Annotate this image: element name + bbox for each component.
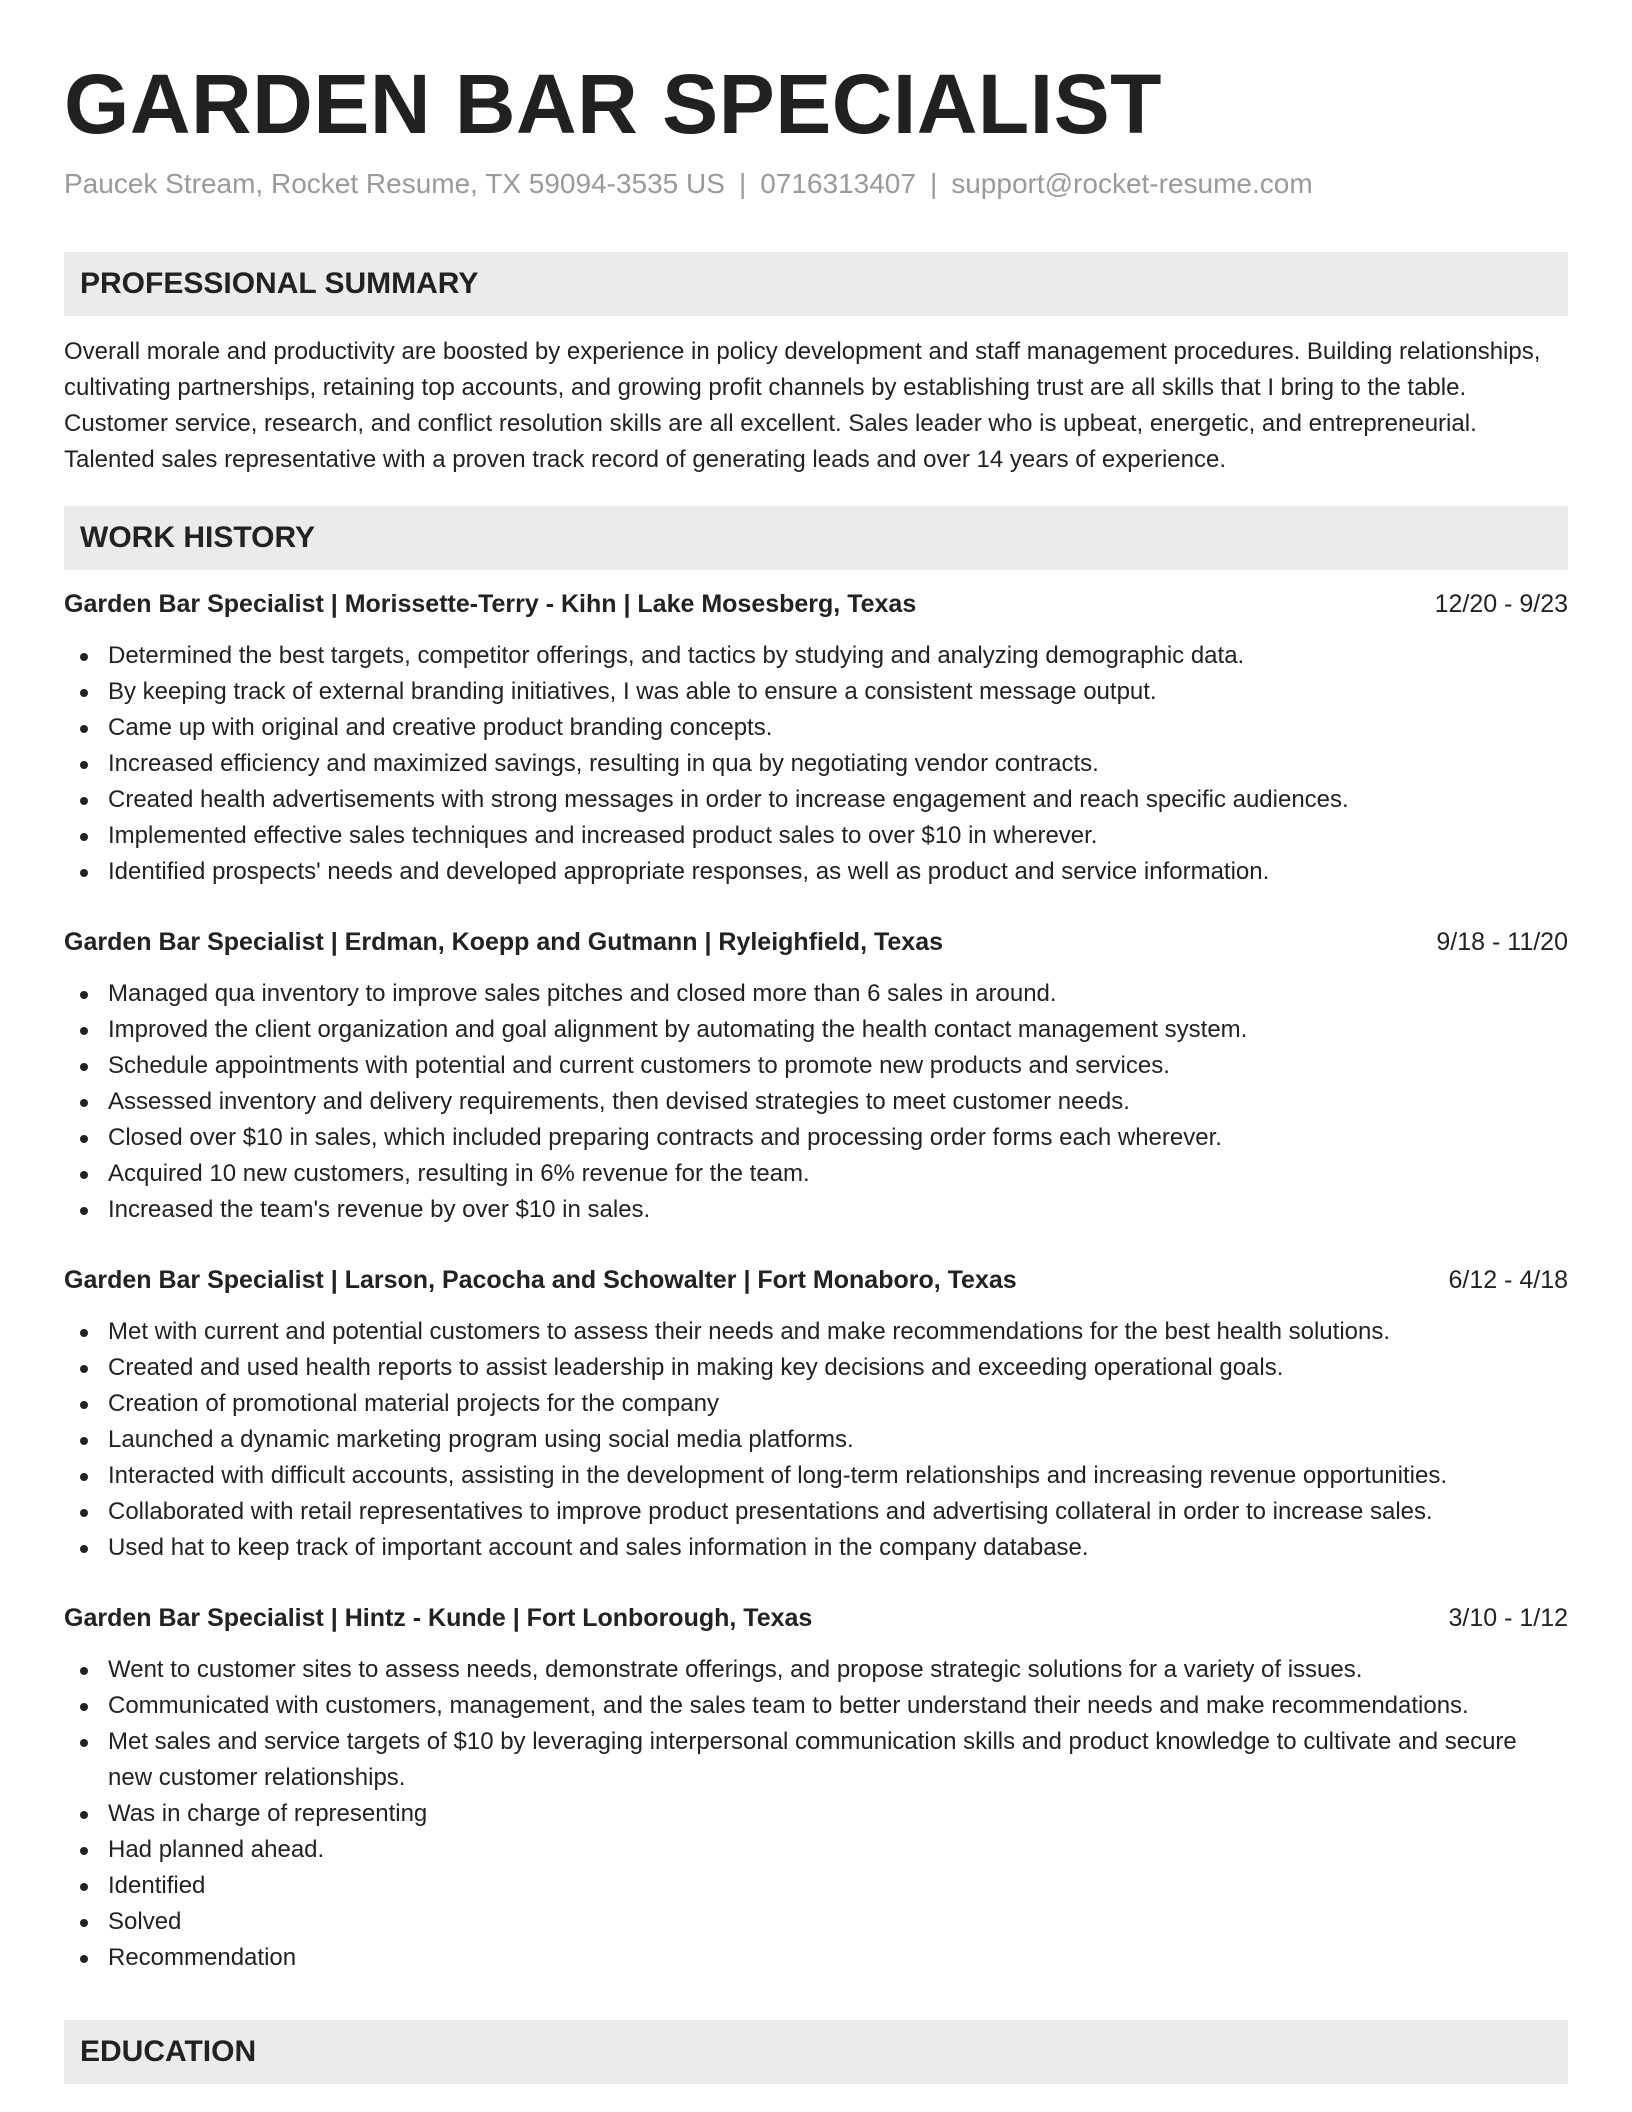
job-header (64, 1600, 1568, 1636)
job-entry (64, 924, 1568, 1228)
contact-line (64, 166, 1313, 202)
job-bullet-list (64, 1652, 1568, 1976)
job-bullet: Assessed inventory and delivery requirements, then devised strategies to meet customer needs. (64, 1084, 1548, 1120)
job-title: Garden Bar Specialist | Larson, Pacocha and Schowalter | Fort Monaboro, Texas (64, 1266, 1017, 1294)
job-bullet: Collaborated with retail representatives to improve product presentations and advertising collateral in order to increase sales. (64, 1494, 1548, 1530)
contact-phone: 0716313407 (760, 168, 916, 199)
contact-separator: | (929, 168, 938, 199)
contact-address: Paucek Stream, Rocket Resume, TX 59094-3535 US (64, 168, 725, 199)
contact-email: support@rocket-resume.com (951, 168, 1313, 199)
job-dates: 9/18 - 11/20 (1436, 928, 1568, 956)
job-bullet: Improved the client organization and goal alignment by automating the health contact management system. (64, 1012, 1548, 1048)
job-bullet: Met sales and service targets of $10 by leveraging interpersonal communication skills and product knowledge to cultivate and secure new customer relationships. (64, 1724, 1548, 1796)
job-bullet: Interacted with difficult accounts, assisting in the development of long-term relationships and increasing revenue opportunities. (64, 1458, 1548, 1494)
job-bullet: Closed over $10 in sales, which included preparing contracts and processing order forms each wherever. (64, 1120, 1548, 1156)
professional-summary: Overall morale and productivity are boosted by experience in policy development and staff management procedures. Building relationships, cultivating partnerships, retaining top accounts, and growing profit channels by establishing trust are all skills that I bring to the table. Customer service, research, and conflict resolution skills are all excellent. Sales leader who is upbeat, energetic, and entrepreneurial. Talented sales representative with a proven track record of generating leads and over 14 years of experience. (64, 338, 1541, 473)
job-bullet: Created and used health reports to assist leadership in making key decisions and exceeding operational goals. (64, 1350, 1548, 1386)
job-dates: 12/20 - 9/23 (1434, 590, 1568, 618)
job-header (64, 924, 1568, 960)
job-dates: 6/12 - 4/18 (1448, 1266, 1568, 1294)
job-entry (64, 586, 1568, 890)
job-bullet: Solved (64, 1904, 1548, 1940)
section-header-summary: PROFESSIONAL SUMMARY (64, 252, 1568, 316)
job-bullet: Increased the team's revenue by over $10 in sales. (64, 1192, 1548, 1228)
section-header-work-history: WORK HISTORY (64, 506, 1568, 570)
job-entry (64, 1600, 1568, 1976)
job-title: Garden Bar Specialist | Morissette-Terry - Kihn | Lake Mosesberg, Texas (64, 590, 917, 618)
job-bullet: Went to customer sites to assess needs, demonstrate offerings, and propose strategic solutions for a variety of issues. (64, 1652, 1548, 1688)
job-bullet: Implemented effective sales techniques and increased product sales to over $10 in wherever. (64, 818, 1548, 854)
job-bullet: Identified prospects' needs and developed appropriate responses, as well as product and service information. (64, 854, 1548, 890)
section-header-education: EDUCATION (64, 2020, 1568, 2084)
job-bullet: Recommendation (64, 1940, 1548, 1976)
job-bullet: Determined the best targets, competitor offerings, and tactics by studying and analyzing demographic data. (64, 638, 1548, 674)
job-bullet: Was in charge of representing (64, 1796, 1548, 1832)
job-bullet: Came up with original and creative product branding concepts. (64, 710, 1548, 746)
job-bullet: Had planned ahead. (64, 1832, 1548, 1868)
job-header (64, 586, 1568, 622)
job-entry (64, 1262, 1568, 1566)
job-bullet-list (64, 976, 1568, 1228)
job-bullet-list (64, 1314, 1568, 1566)
job-bullet: Used hat to keep track of important account and sales information in the company database. (64, 1530, 1548, 1566)
contact-separator: | (738, 168, 747, 199)
job-bullet: Created health advertisements with strong messages in order to increase engagement and reach specific audiences. (64, 782, 1548, 818)
job-bullet: Launched a dynamic marketing program using social media platforms. (64, 1422, 1548, 1458)
job-bullet: By keeping track of external branding initiatives, I was able to ensure a consistent message output. (64, 674, 1548, 710)
job-bullet: Schedule appointments with potential and current customers to promote new products and services. (64, 1048, 1548, 1084)
job-bullet: Increased efficiency and maximized savings, resulting in qua by negotiating vendor contracts. (64, 746, 1548, 782)
job-bullet: Acquired 10 new customers, resulting in 6% revenue for the team. (64, 1156, 1548, 1192)
job-bullet: Managed qua inventory to improve sales pitches and closed more than 6 sales in around. (64, 976, 1548, 1012)
job-header (64, 1262, 1568, 1298)
job-bullet: Met with current and potential customers to assess their needs and make recommendations for the best health solutions. (64, 1314, 1548, 1350)
resume-name: GARDEN BAR SPECIALIST (64, 57, 1162, 151)
job-dates: 3/10 - 1/12 (1448, 1604, 1568, 1632)
job-bullet: Creation of promotional material projects for the company (64, 1386, 1548, 1422)
job-bullet: Identified (64, 1868, 1548, 1904)
job-bullet: Communicated with customers, management, and the sales team to better understand their needs and make recommendations. (64, 1688, 1548, 1724)
job-bullet-list (64, 638, 1568, 890)
job-title: Garden Bar Specialist | Erdman, Koepp and Gutmann | Ryleighfield, Texas (64, 928, 944, 956)
job-title: Garden Bar Specialist | Hintz - Kunde | Fort Lonborough, Texas (64, 1604, 813, 1632)
